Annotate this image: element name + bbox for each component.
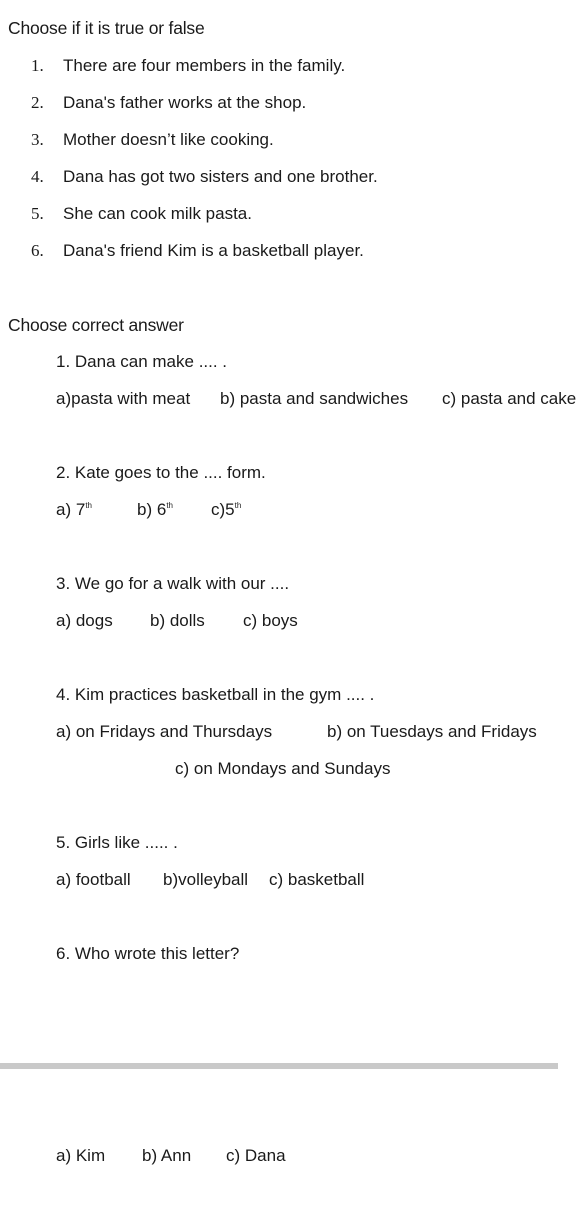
item-text: Mother doesn’t like cooking. [63,130,274,149]
answer-option: b) dolls [150,611,205,630]
multiple-choice-heading: Choose correct answer [8,315,184,335]
answer-option: b) Ann [142,1146,192,1165]
page-divider [0,1063,558,1069]
item-number: 3. [31,130,44,149]
answer-option [137,500,173,520]
option-prefix: a) [56,500,72,519]
answer-option: a) on Fridays and Thursdays [56,722,273,741]
answer-option: a) dogs [56,611,113,630]
item-number: 6. [31,241,44,260]
answer-option: c) Dana [226,1146,286,1165]
option-superscript: th [234,501,242,510]
question-text: 2. Kate goes to the .... form. [56,463,266,482]
answer-option: c) basketball [269,870,365,889]
option-prefix: c) [211,500,226,519]
answer-option: b) pasta and sandwiches [220,389,409,408]
item-number: 1. [31,56,44,75]
option-superscript: th [166,501,173,510]
answer-option: a)pasta with meat [56,389,191,408]
option-superscript: th [85,501,92,510]
answer-option: b) on Tuesdays and Fridays [327,722,537,741]
answer-option: c) boys [243,611,298,630]
option-prefix: b) [137,500,153,519]
answer-option: c) pasta and cake [442,389,576,408]
true-false-heading: Choose if it is true or false [8,18,205,38]
answer-option: c) on Mondays and Sundays [175,759,391,778]
question-text: 5. Girls like ..... . [56,833,178,852]
question-text: 3. We go for a walk with our .... [56,574,290,593]
question-text: 6. Who wrote this letter? [56,944,240,963]
item-number: 2. [31,93,44,112]
answer-option: a) Kim [56,1146,106,1165]
item-text: She can cook milk pasta. [63,204,252,223]
answer-option: b)volleyball [163,870,249,889]
question-text: 1. Dana can make .... . [56,352,228,371]
item-text: There are four members in the family. [63,56,346,75]
option-value: 5 [225,500,235,519]
answer-option: a) football [56,870,131,889]
item-number: 5. [31,204,44,223]
question-text: 4. Kim practices basketball in the gym .... . [56,685,375,704]
answer-option [56,500,92,520]
item-text: Dana's friend Kim is a basketball player. [63,241,364,260]
option-value: 6 [156,500,167,519]
item-number: 4. [31,167,44,186]
item-text: Dana's father works at the shop. [63,93,307,112]
option-value: 7 [75,500,86,519]
item-text: Dana has got two sisters and one brother. [63,167,378,186]
answer-option [211,500,241,520]
